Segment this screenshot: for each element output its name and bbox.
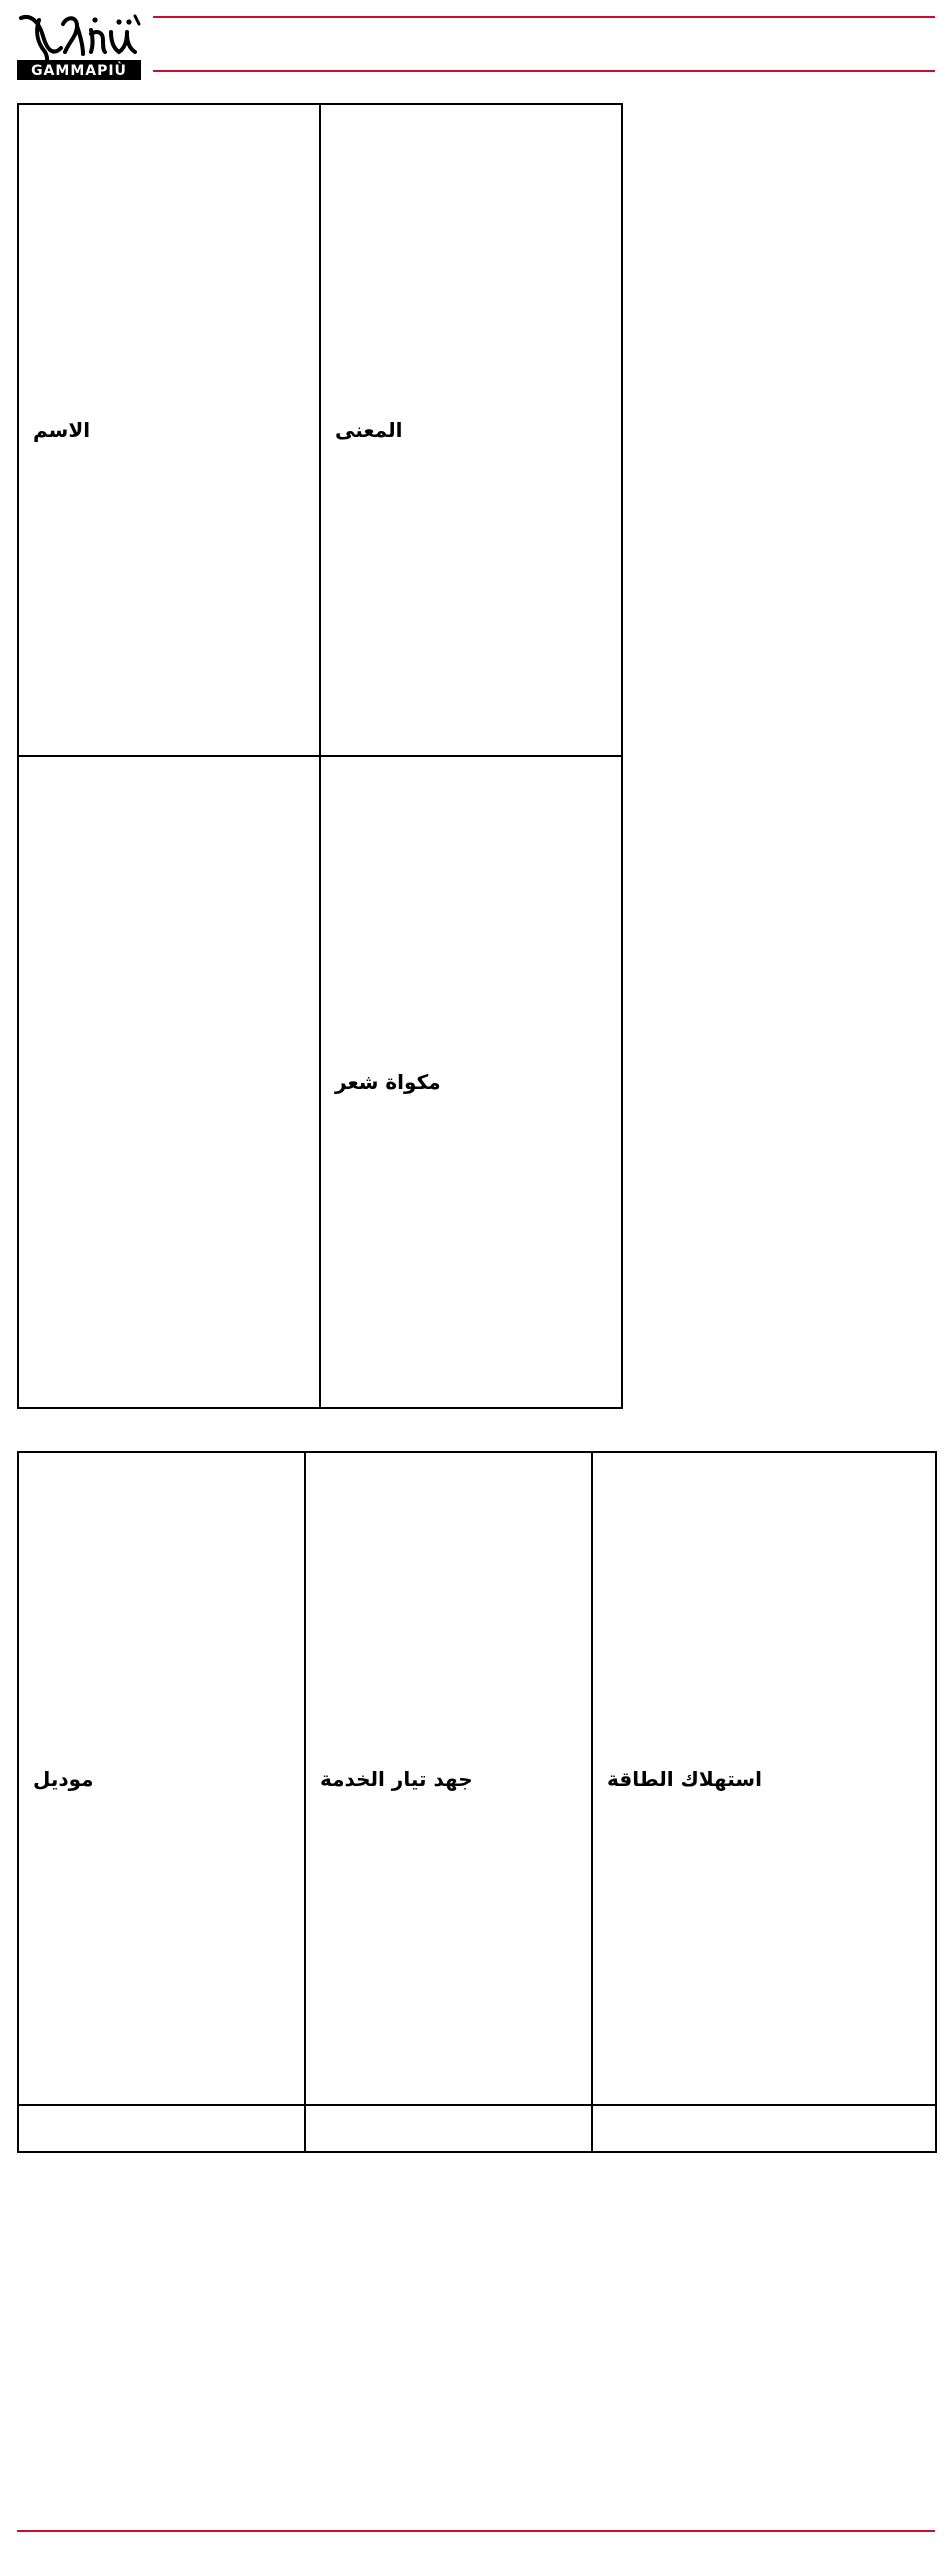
column-header-power: استهلاك الطاقة: [592, 1452, 936, 2105]
header-rule-bottom: [153, 70, 935, 72]
header-rule-top: [153, 16, 935, 18]
table-cell: [592, 2105, 936, 2152]
column-header-voltage: جهد تيار الخدمة: [305, 1452, 592, 2105]
table-row: [18, 104, 622, 756]
brand-logo: [17, 12, 143, 88]
table-cell: المعنى: [320, 104, 622, 756]
table-cell: [18, 756, 320, 1408]
logo-wordmark: GAMMAPIÙ: [31, 63, 127, 79]
column-header-model: موديل: [18, 1452, 305, 2105]
table-cell: [18, 2105, 305, 2152]
name-meaning-table: [17, 103, 623, 1409]
table-cell: مكواة شعر: [320, 756, 622, 1408]
table-row: [18, 2105, 936, 2152]
footer-rule: [17, 2530, 935, 2532]
table-header-row: [18, 1452, 936, 2105]
table-row: [18, 756, 622, 1408]
table-cell: الاسم: [18, 104, 320, 756]
specifications-table: [17, 1451, 937, 2153]
table-cell: [305, 2105, 592, 2152]
gammapiu-logo-icon: [17, 12, 143, 88]
